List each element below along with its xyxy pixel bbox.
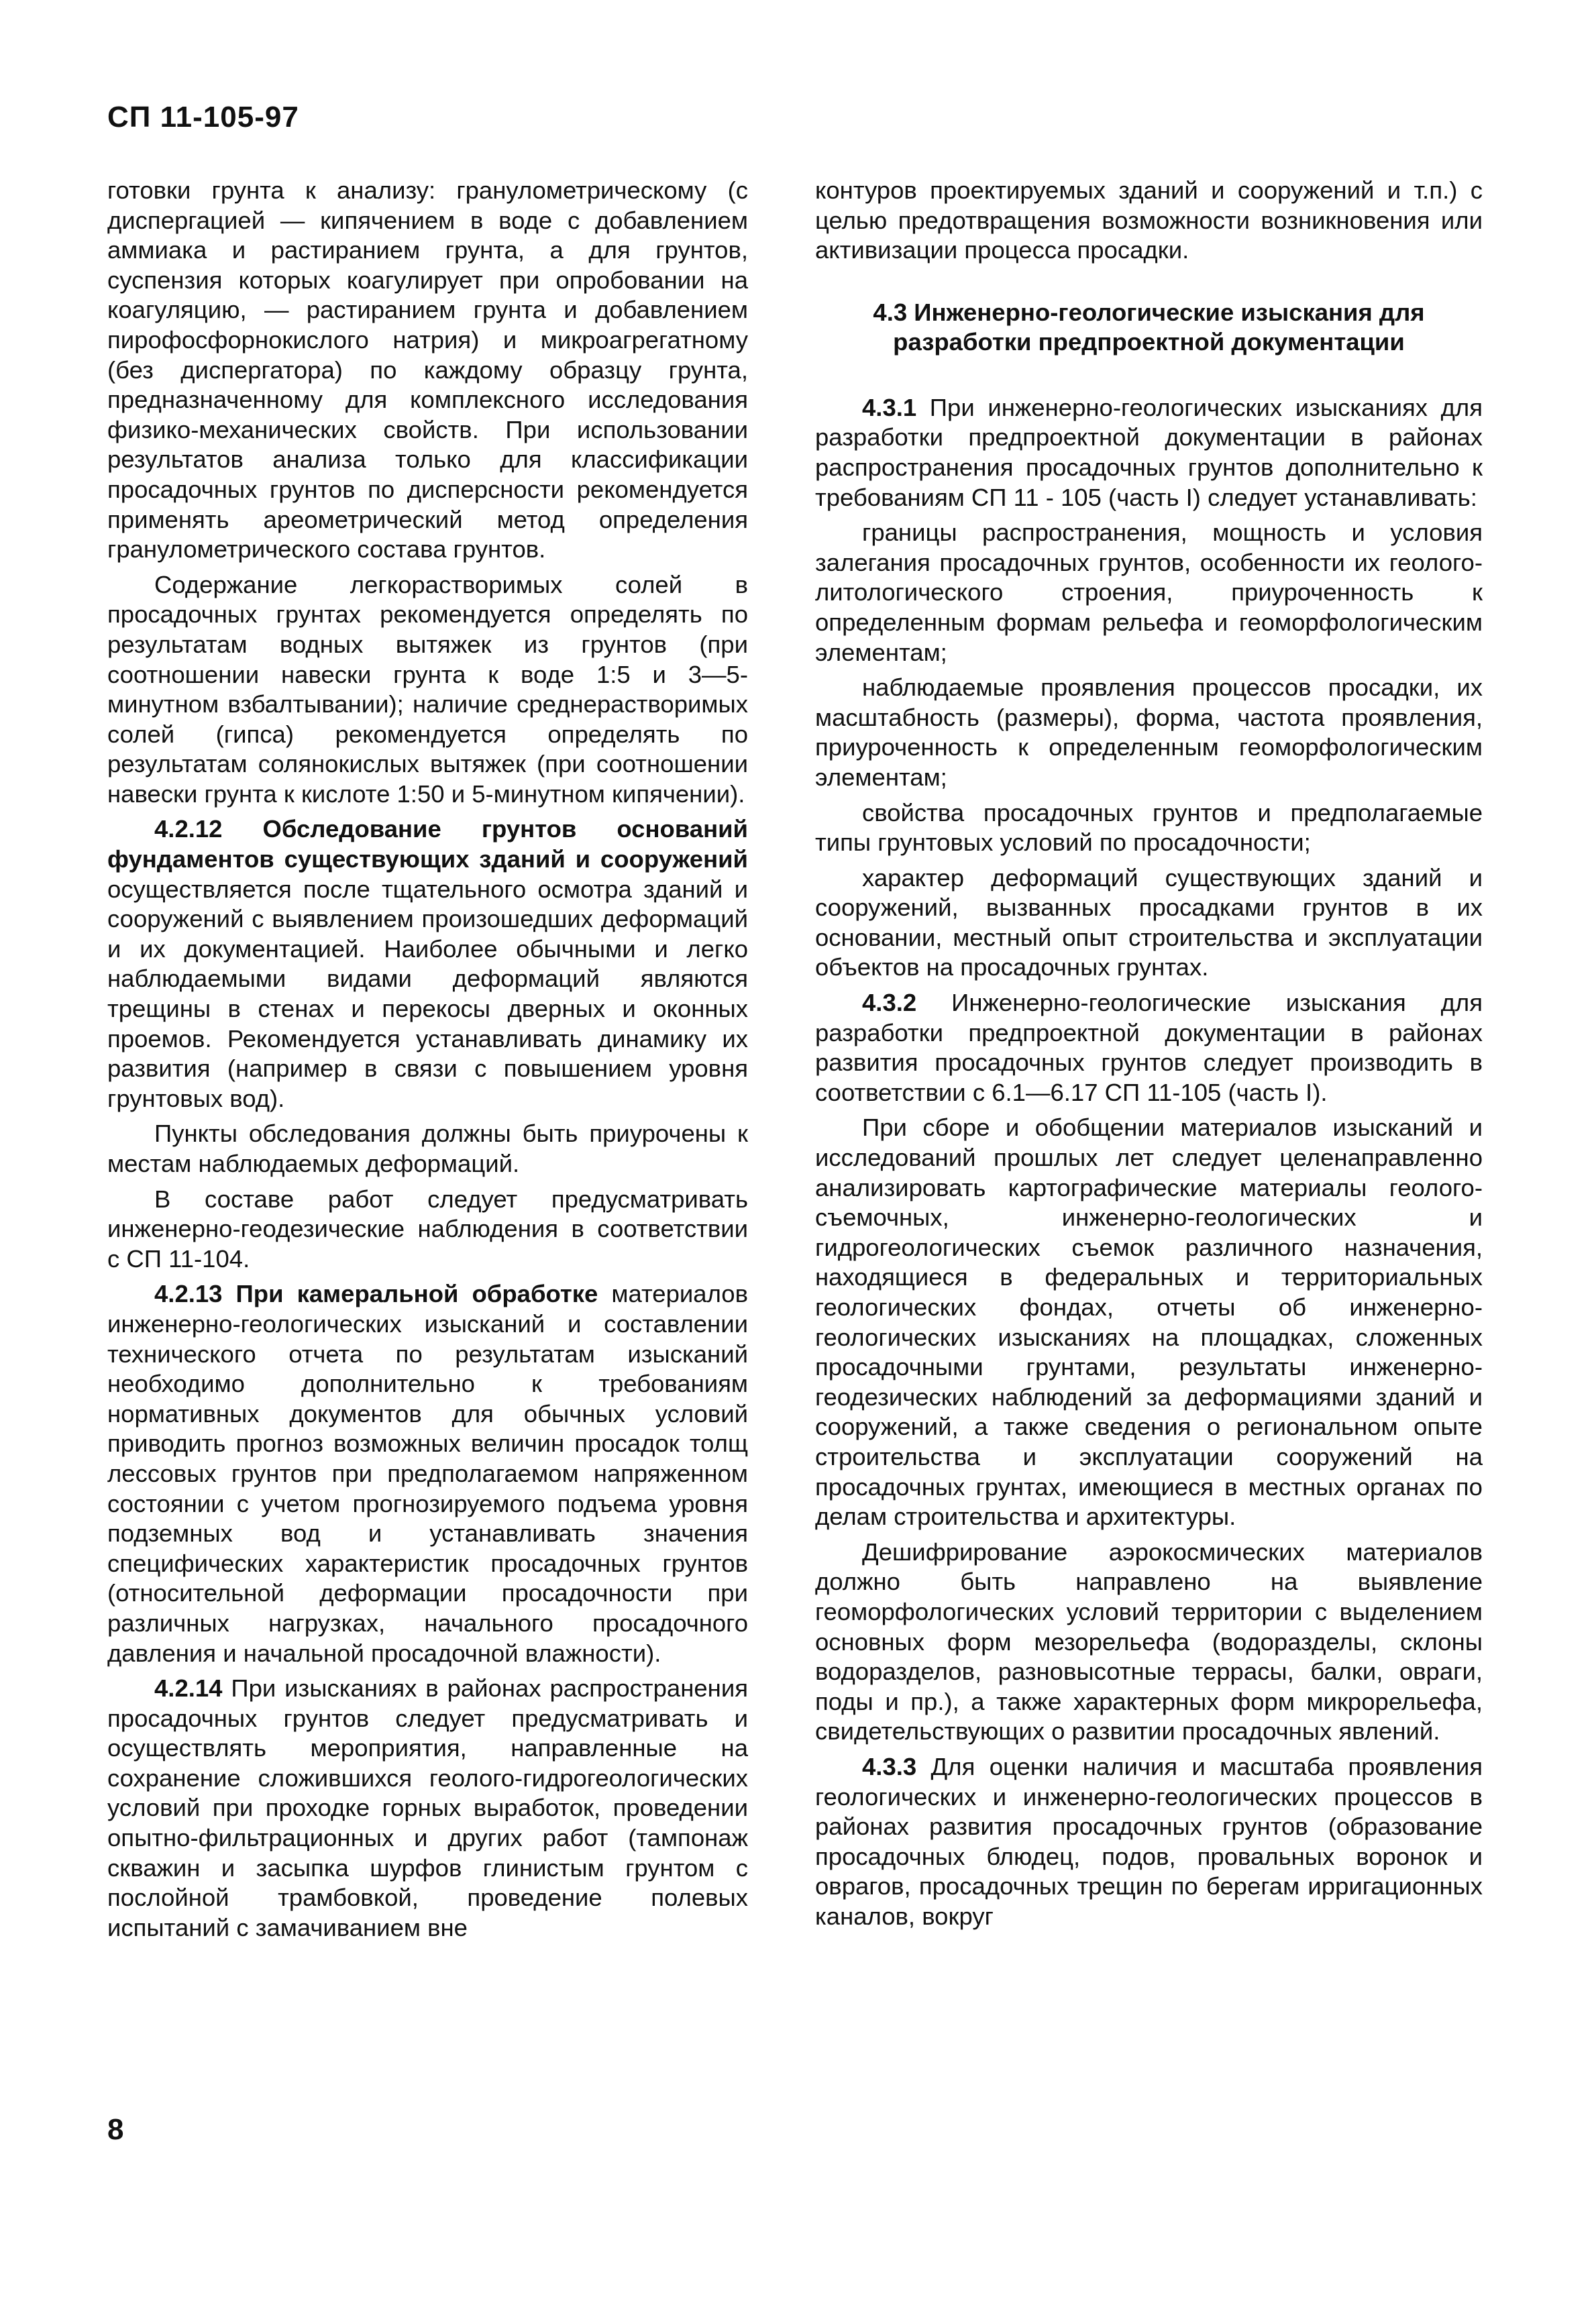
paragraph: Пункты обследования должны быть приурочены к местам наблюдаемых деформаций. (107, 1120, 748, 1177)
clause-text: Инженерно-геологические изыскания для разработки предпроектной документации в районах развития просадочных грунтов следует производить в соответствии с 6.1—6.17 СП 11-105 (часть I). (815, 989, 1483, 1106)
clause-heading: 4.3.1 (862, 393, 917, 421)
clause-text: При изысканиях в районах распространения просадочных грунтов следует предусматривать и осуществлять мероприятия, направленные на сохранение сложившихся геолого-гидрогеологических условий при проходке горных выработок, проведении опытно-фильтрационных и других работ (тампонаж скважин и засыпка шурфов глинистым грунтом с послойной трамбовкой, проведение полевых испытаний с замачиванием вне (107, 1674, 748, 1941)
clause-heading: 4.2.14 (154, 1674, 223, 1703)
right-column (815, 176, 1483, 1937)
paragraph: контуров проектируемых зданий и сооружений и т.п.) с целью предотвращения возможности возникновения или активизации процесса просадки. (815, 176, 1483, 264)
document-header: СП 11-105-97 (107, 101, 299, 133)
clause-heading: 4.2.13 При камеральной обработке (154, 1280, 598, 1308)
clause-text: осуществляется после тщательного осмотра зданий и сооружений с выявлением произошедших деформаций и их документацией. Наиболее обычными и легко наблюдаемыми видами деформаций являются трещины в стенах и перекосы дверных и оконных проемов. Рекомендуется устанавливать динамику их развития (например в связи с повышением уровня грунтовых вод). (107, 875, 748, 1112)
paragraph: В составе работ следует предусматривать инженерно-геодезические наблюдения в соответствии с СП 11-104. (107, 1185, 748, 1273)
clause-text: материалов инженерно-геологических изысканий и составлении технического отчета по результатам изысканий необходимо дополнительно к требованиям нормативных документов для обычных условий приводить прогноз возможных величин просадок толщ лессовых грунтов при предполагаемом напряженном состоянии с учетом прогнозируемого подъема уровня подземных вод и устанавливать значения специфических характеристик просадочных грунтов (относительной деформации просадочности при различных нагрузках, начального просадочного давления и начальной просадочной влажности). (107, 1280, 748, 1667)
left-column (107, 176, 748, 1948)
section-title: 4.3 Инженерно-геологические изыскания для разработки предпроектной документации (873, 298, 1425, 356)
paragraph: При сборе и обобщении материалов изысканий и исследований прошлых лет следует целенаправленно анализировать картографические материалы геолого-съемочных, инженерно-геологических и гидрогеологических съемок различного назначения, находящиеся в федеральных и территориальных геологических фондах, отчеты об инженерно-геологических изысканиях на площадках, сложенных просадочными грунтами, результаты инженерно-геодезических наблюдений за деформациями зданий и сооружений, а также сведения о региональном опыте строительства и эксплуатации сооружений на просадочных грунтах, имеющиеся в местных органах по делам строительства и архитектуры. (815, 1114, 1483, 1531)
clause-4-2-12 (107, 814, 748, 1114)
clause-heading: 4.3.2 (862, 989, 917, 1017)
list-item: наблюдаемые проявления процессов просадки, их масштабность (размеры), форма, частота проявления, приуроченность к определенным геоморфологическим элементам; (815, 674, 1483, 791)
list-item: границы распространения, мощность и условия залегания просадочных грунтов, особенности их геолого-литологического строения, приуроченность к определенным формам рельефа и геоморфологическим элементам; (815, 519, 1483, 666)
paragraph: готовки грунта к анализу: гранулометрическому (с диспергацией — кипячением в воде с добавлением аммиака и растиранием грунта, а для грунтов, суспензия которых коагулирует при опробовании на коагуляцию, — растиранием грунта и добавлением пирофосфорнокислого натрия) и микроагрегатному (без диспергатора) по каждому образцу грунта, предназначенному для комплексного исследования физико-механических свойств. При использовании результатов анализа только для классификации просадочных грунтов по дисперсности рекомендуется применять ареометрический метод определения гранулометрического состава грунтов. (107, 176, 748, 563)
clause-text: При инженерно-геологических изысканиях для разработки предпроектной документации в районах распространения просадочных грунтов дополнительно к требованиям СП 11 - 105 (часть I) следует устанавливать: (815, 393, 1483, 511)
clause-4-2-14 (107, 1674, 748, 1943)
paragraph: Содержание легкорастворимых солей в просадочных грунтах рекомендуется определять по результатам водных вытяжек из грунтов (при соотношении навески грунта к воде 1:5 и 3—5-минутном взбалтывании); наличие среднерастворимых солей (гипса) рекомендуется определять по результатам солянокислых вытяжек (при соотношении навески грунта к кислоте 1:50 и 5-минутном кипячении). (107, 570, 748, 808)
paragraph: Дешифрирование аэрокосмических материалов должно быть направлено на выявление геоморфологических условий территории с выделением основных форм мезорельефа (водоразделы, склоны водоразделов, разновысотные террасы, балки, овраги, поды и пр.), а также характерных форм микрорельефа, свидетельствующих о развитии просадочных явлений. (815, 1538, 1483, 1745)
list-item: характер деформаций существующих зданий и сооружений, вызванных просадками грунтов в их основании, местный опыт строительства и эксплуатации объектов на просадочных грунтах. (815, 863, 1483, 981)
page-number: 8 (107, 2113, 124, 2146)
clause-4-3-3 (815, 1752, 1483, 1932)
clause-heading: 4.3.3 (862, 1752, 917, 1780)
clause-4-3-1 (815, 393, 1483, 513)
clause-4-2-13 (107, 1279, 748, 1668)
clause-4-3-2 (815, 988, 1483, 1108)
clause-heading: 4.2.12 Обследование грунтов оснований фундаментов существующих зданий и сооружений (107, 815, 748, 873)
clause-text: Для оценки наличия и масштаба проявления геологических и инженерно-геологических процессов в районах развития просадочных грунтов (образование просадочных блюдец, подов, провальных воронок и оврагов, просадочных трещин по берегам ирригационных каналов, вокруг (815, 1752, 1483, 1930)
list-item: свойства просадочных грунтов и предполагаемые типы грунтовых условий по просадочности; (815, 798, 1483, 857)
